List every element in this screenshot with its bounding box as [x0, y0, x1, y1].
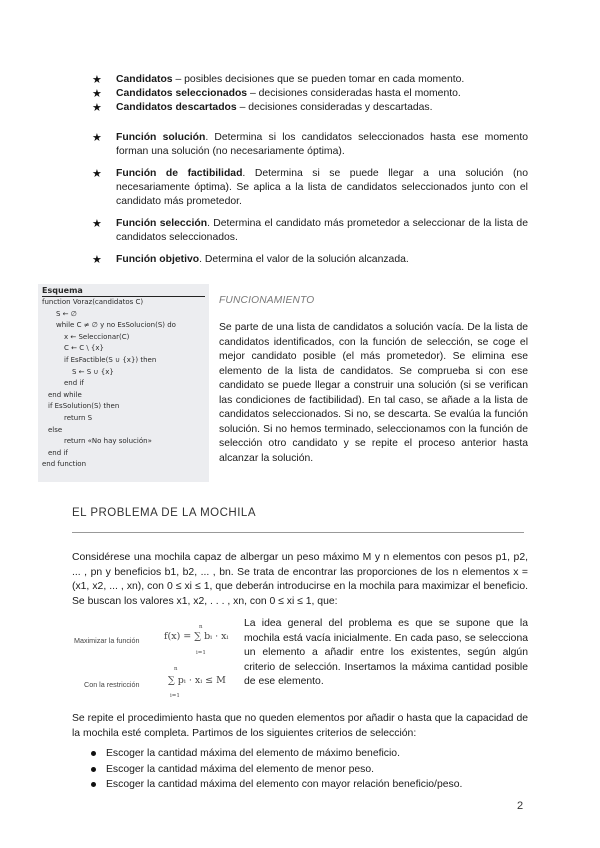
paragraph: Se repite el procedimiento hasta que no queden elementos por añadir o hasta que la capacidad de la mochila esté completa. Partimos de los siguientes criterios de selección:	[72, 713, 528, 739]
code-line: C ← C \ {x}	[64, 344, 104, 353]
star-icon: ★	[92, 102, 102, 114]
code-line: return «No hay solución»	[64, 437, 152, 446]
list-item	[92, 131, 528, 159]
definition: – decisiones consideradas y descartadas.	[236, 102, 433, 113]
section-divider	[72, 532, 524, 533]
star-icon: ★	[92, 218, 102, 230]
definition: . Determina si los candidatos seleccionados hasta ese momento forman una solución (no necesariamente óptima).	[116, 132, 528, 157]
restriction-formula: ∑ pᵢ · xᵢ ≤ M	[168, 675, 226, 686]
functions-list	[92, 131, 528, 267]
code-line: if EsFactible(S ∪ {x}) then	[64, 355, 157, 364]
page-number: 2	[517, 800, 524, 812]
term: Función objetivo	[116, 254, 200, 265]
list-item	[88, 777, 528, 793]
code-line: end while	[48, 390, 82, 399]
bullet-icon	[91, 782, 96, 787]
section-title: EL PROBLEMA DE LA MOCHILA	[72, 507, 256, 519]
sum-lower-limit: i=1	[196, 650, 206, 656]
list-item	[92, 217, 528, 245]
funcionamiento-title: FUNCIONAMIENTO	[219, 295, 315, 306]
paragraph: La idea general del problema es que se supone que la mochila está vacía inicialmente. En cada paso, se selecciona un elemento a añadir entre los existentes, según algún criterio de selección. Insertamos la máxima cantidad posible de ese elemento.	[244, 618, 528, 687]
bullet-icon	[91, 767, 96, 772]
definition: . Determina el candidato más prometedor a seleccionar de la lista de candidatos seleccionados.	[116, 218, 528, 243]
code-line: end if	[48, 448, 68, 457]
criteria-list	[88, 746, 528, 793]
maximize-formula: f(x) = ∑ bᵢ · xᵢ	[164, 631, 229, 642]
code-line: return S	[64, 413, 93, 422]
code-line: end function	[42, 460, 87, 469]
sum-lower-limit: i=1	[170, 693, 180, 699]
star-icon: ★	[92, 74, 102, 86]
code-line: else	[48, 425, 63, 434]
code-line: while C ≠ ∅ y no EsSolucion(S) do	[56, 321, 176, 330]
code-line: S ← ∅	[56, 309, 77, 318]
star-icon: ★	[92, 88, 102, 100]
code-line: function Voraz(candidatos C)	[42, 298, 144, 306]
term: Función de factibilidad	[116, 168, 243, 179]
code-line: x ← Seleccionar(C)	[64, 332, 130, 341]
list-item	[92, 73, 528, 87]
definition: – posibles decisiones que se pueden tomar en cada momento.	[172, 74, 465, 85]
term: Candidatos seleccionados	[116, 88, 248, 99]
maximize-label: Maximizar la función	[74, 636, 140, 645]
definition: . Determina el valor de la solución alcanzada.	[199, 254, 409, 265]
list-item	[92, 167, 528, 209]
formula-block	[72, 618, 232, 704]
code-line: S ← S ∪ {x}	[72, 367, 114, 376]
definition: . Determina si se puede llegar a una solución (no necesariamente óptima). Se aplica a la lista de candidatos seleccionados junto con el candidato más prometedor.	[116, 168, 528, 207]
list-item	[92, 101, 528, 115]
term: Candidatos	[116, 74, 173, 85]
sum-upper-limit: n	[174, 666, 178, 672]
restriction-label: Con la restricción	[84, 680, 140, 689]
list-item	[92, 87, 528, 101]
bullet-icon	[91, 751, 96, 756]
star-icon: ★	[92, 132, 102, 144]
funcionamiento-text: Se parte de una lista de candidatos a solución vacía. De la lista de candidatos identificados, con la función de selección, se coge el mejor candidato posible (el más prometedor). Se elimina ese elemento de la lista de candidatos. Se comprueba si con ese candidato se puede llegar a construir una solución (si se verifican las condiciones de factibilidad). En tal caso, se añade a la lista de candidatos seleccionados. Si no, se descarta. Se evalúa la función solución. Si no hemos terminado, seleccionamos con la función de selección otro candidato y se repite el proceso anterior hasta alcanzar la solución.	[219, 322, 528, 464]
star-icon: ★	[92, 168, 102, 180]
list-item	[92, 253, 528, 267]
list-item	[88, 762, 528, 778]
code-line: end if	[64, 379, 84, 388]
term: Candidatos descartados	[116, 102, 237, 113]
criterion-text: Escoger la cantidad máxima del elemento de máximo beneficio.	[106, 748, 400, 759]
term: Función solución	[116, 132, 206, 143]
intro-list	[92, 73, 528, 115]
criterion-text: Escoger la cantidad máxima del elemento con mayor relación beneficio/peso.	[106, 779, 463, 790]
list-item	[88, 746, 528, 762]
paragraph: Considérese una mochila capaz de albergar un peso máximo M y n elementos con pesos p1, p2, ... , pn y beneficios b1, b2, ... , bn. Se trata de encontrar las proporciones de los n elementos x = (x1, x2, ... , xn), con 0 ≤ xi ≤ 1, que deberán introducirse en la mochila para maximizar el beneficio. Se buscan los valores x1, x2, . . . , xn, con 0 ≤ xi ≤ 1, que:	[72, 552, 528, 607]
sum-upper-limit: n	[199, 624, 203, 630]
pseudocode-box	[38, 284, 209, 482]
definition: – decisiones consideradas hasta el momento.	[247, 88, 461, 99]
pseudocode-title: Esquema	[42, 285, 205, 297]
criterion-text: Escoger la cantidad máxima del elemento de menor peso.	[106, 763, 374, 775]
term: Función selección	[116, 218, 208, 229]
star-icon: ★	[92, 254, 102, 266]
code-line: if EsSolution(S) then	[48, 402, 120, 411]
